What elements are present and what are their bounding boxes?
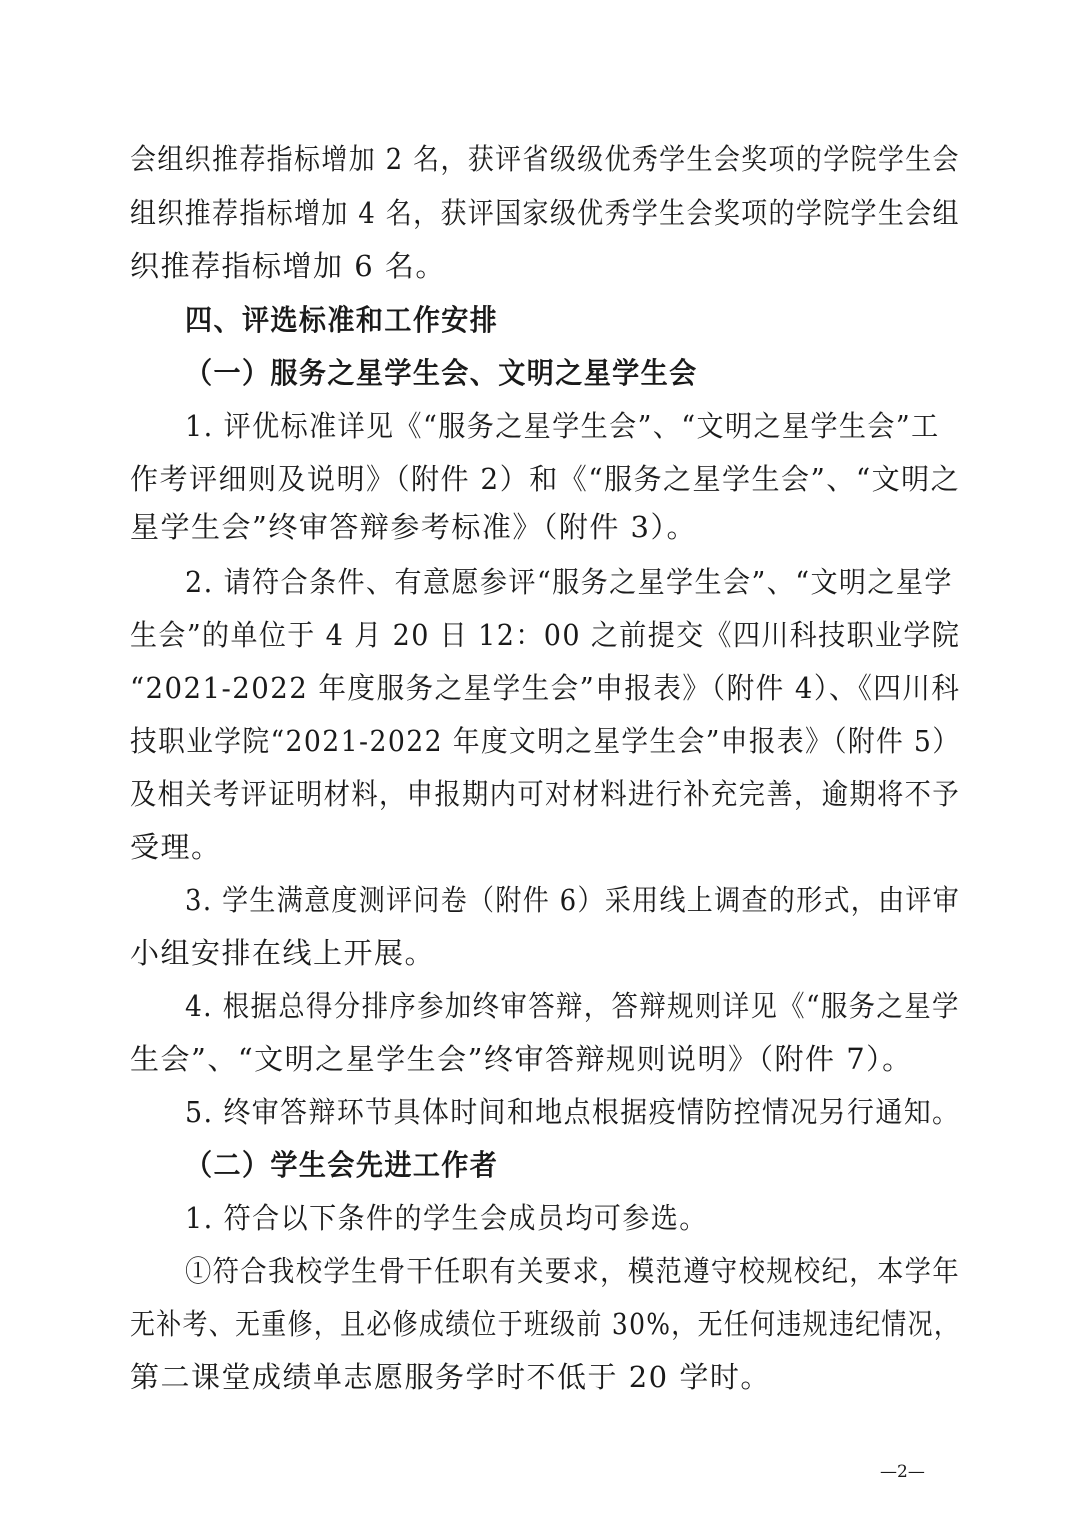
- body-text-line: 4. 根据总得分排序参加终审答辩，答辩规则详见《“服务之星学: [185, 989, 960, 1023]
- body-text-line: 生会”的单位于 4 月 20 日 12：00 之前提交《四川科技职业学院: [130, 618, 961, 652]
- body-text-line: ①符合我校学生骨干任职有关要求，模范遵守校规校纪，本学年: [185, 1254, 961, 1288]
- body-text-line: 会组织推荐指标增加 2 名，获评省级级优秀学生会奖项的学院学生会: [130, 142, 960, 176]
- body-text-line: 星学生会”终审答辩参考标准》（附件 3）。: [130, 510, 697, 544]
- body-text-line: 1. 符合以下条件的学生会成员均可参选。: [185, 1201, 708, 1235]
- body-text-line: 5. 终审答辩环节具体时间和地点根据疫情防控情况另行通知。: [185, 1095, 961, 1129]
- body-text-line: 1. 评优标准详见《“服务之星学生会”、“文明之星学生会”工: [185, 409, 940, 443]
- body-text-line: 作考评细则及说明》（附件 2）和《“服务之星学生会”、“文明之: [130, 462, 961, 496]
- body-text-line: 3. 学生满意度测评问卷（附件 6）采用线上调查的形式，由评审: [185, 883, 961, 917]
- body-text-line: 第二课堂成绩单志愿服务学时不低于 20 学时。: [130, 1360, 771, 1394]
- body-text-line: 技职业学院“2021-2022 年度文明之星学生会”申报表》（附件 5）: [130, 724, 961, 758]
- body-text-line: 组织推荐指标增加 4 名，获评国家级优秀学生会奖项的学院学生会组: [130, 196, 960, 230]
- subsection-heading: （一）服务之星学生会、文明之星学生会: [185, 356, 698, 390]
- body-text-line: 受理。: [130, 830, 222, 864]
- section-heading: 四、评选标准和工作安排: [185, 303, 499, 337]
- body-text-line: 生会”、“文明之星学生会”终审答辩规则说明》（附件 7）。: [130, 1042, 913, 1076]
- body-text-line: “2021-2022 年度服务之星学生会”申报表》（附件 4）、《四川科: [130, 671, 961, 705]
- body-text-line: 无补考、无重修，且必修成绩位于班级前 30%，无任何违规违纪情况，: [130, 1307, 961, 1341]
- subsection-heading: （二）学生会先进工作者: [185, 1148, 499, 1182]
- body-text-line: 小组安排在线上开展。: [130, 936, 436, 970]
- body-text-line: 织推荐指标增加 6 名。: [130, 249, 446, 283]
- page-number: —2—: [880, 1462, 925, 1482]
- body-text-line: 2. 请符合条件、有意愿参评“服务之星学生会”、“文明之星学: [185, 565, 953, 599]
- body-text-line: 及相关考评证明材料，申报期内可对材料进行补充完善，逾期将不予: [130, 777, 961, 811]
